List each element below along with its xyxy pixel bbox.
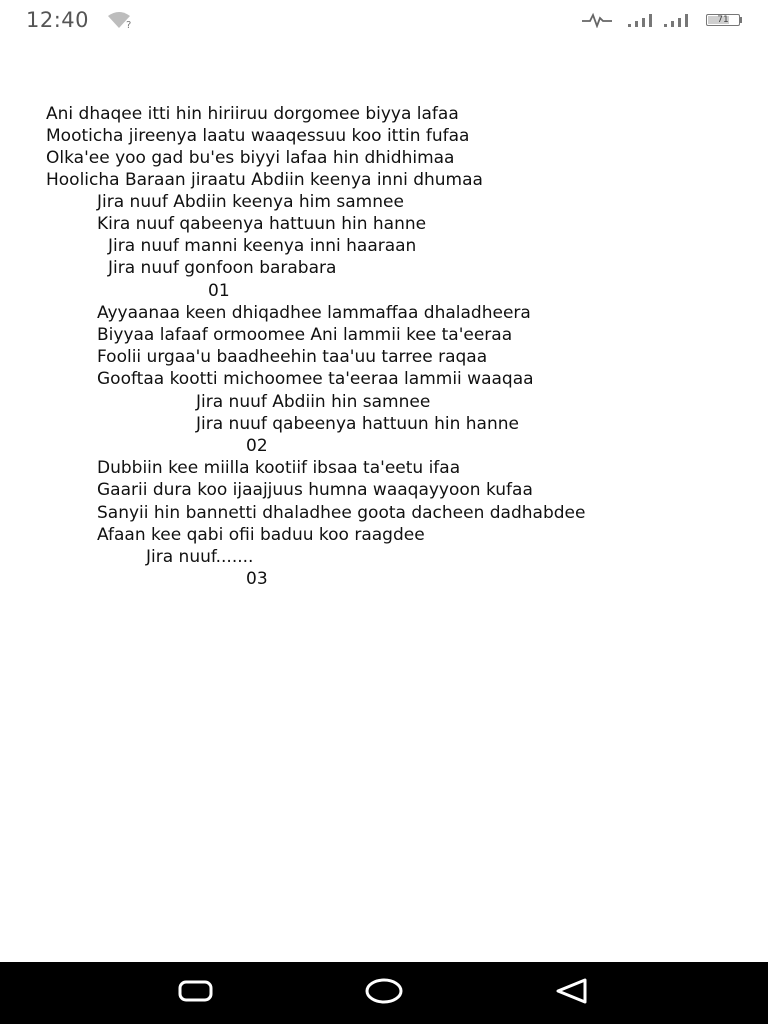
navigation-bar bbox=[0, 962, 768, 1024]
poem-line: Gaarii dura koo ijaajjuus humna waaqayyoon kufaa bbox=[97, 480, 533, 500]
battery-icon bbox=[706, 14, 740, 26]
battery-tip bbox=[740, 17, 742, 23]
recents-button[interactable] bbox=[176, 976, 216, 1010]
poem-line: Afaan kee qabi ofii baduu koo raagdee bbox=[97, 525, 425, 545]
poem-line: Foolii urgaa'u baadheehin taa'uu tarree raqaa bbox=[97, 347, 488, 367]
wifi-unknown-icon bbox=[106, 11, 136, 33]
home-button[interactable] bbox=[364, 976, 404, 1010]
svg-text:?: ? bbox=[126, 20, 132, 29]
poem-line: Olka'ee yoo gad bu'es biyyi lafaa hin dhidhimaa bbox=[46, 148, 455, 168]
poem-line: Jira nuuf manni keenya inni haaraan bbox=[108, 236, 417, 256]
poem-line: Jira nuuf qabeenya hattuun hin hanne bbox=[196, 414, 519, 434]
signal-strength-icon bbox=[628, 12, 660, 32]
poem-line: Jira nuuf Abdiin keenya him samnee bbox=[97, 192, 404, 212]
status-time: 12:40 bbox=[26, 8, 90, 32]
home-circle-icon bbox=[364, 977, 404, 1009]
poem-line: Biyyaa lafaaf ormoomee Ani lammii kee ta'eeraa bbox=[97, 325, 513, 345]
stanza-number: 02 bbox=[246, 436, 268, 456]
stanza-number: 01 bbox=[208, 281, 230, 301]
poem-line: Ani dhaqee itti hin hiriiruu dorgomee biyya lafaa bbox=[46, 104, 459, 124]
poem-line: Jira nuuf Abdiin hin samnee bbox=[196, 392, 431, 412]
poem-line: Gooftaa kootti michoomee ta'eeraa lammii waaqaa bbox=[97, 369, 534, 389]
poem-line: Mooticha jireenya laatu waaqessuu koo ittin fufaa bbox=[46, 126, 470, 146]
poem-line: Sanyii hin bannetti dhaladhee goota dacheen dadhabdee bbox=[97, 503, 586, 523]
back-triangle-icon bbox=[554, 977, 590, 1009]
poem-line: Hoolicha Baraan jiraatu Abdiin keenya inni dhumaa bbox=[46, 170, 483, 190]
activity-icon bbox=[582, 12, 612, 32]
poem-line: Dubbiin kee miilla kootiif ibsaa ta'eetu ifaa bbox=[97, 458, 461, 478]
signal-strength-icon bbox=[664, 12, 696, 32]
stanza-number: 03 bbox=[246, 569, 268, 589]
poem-line: Jira nuuf....... bbox=[146, 547, 254, 567]
poem-line: Kira nuuf qabeenya hattuun hin hanne bbox=[97, 214, 427, 234]
poem-line: Ayyaanaa keen dhiqadhee lammaffaa dhaladheera bbox=[97, 303, 531, 323]
battery-level: 71 bbox=[717, 15, 729, 25]
recents-square-icon bbox=[178, 979, 214, 1007]
back-button[interactable] bbox=[552, 976, 592, 1010]
poem-line: Jira nuuf gonfoon barabara bbox=[108, 258, 337, 278]
